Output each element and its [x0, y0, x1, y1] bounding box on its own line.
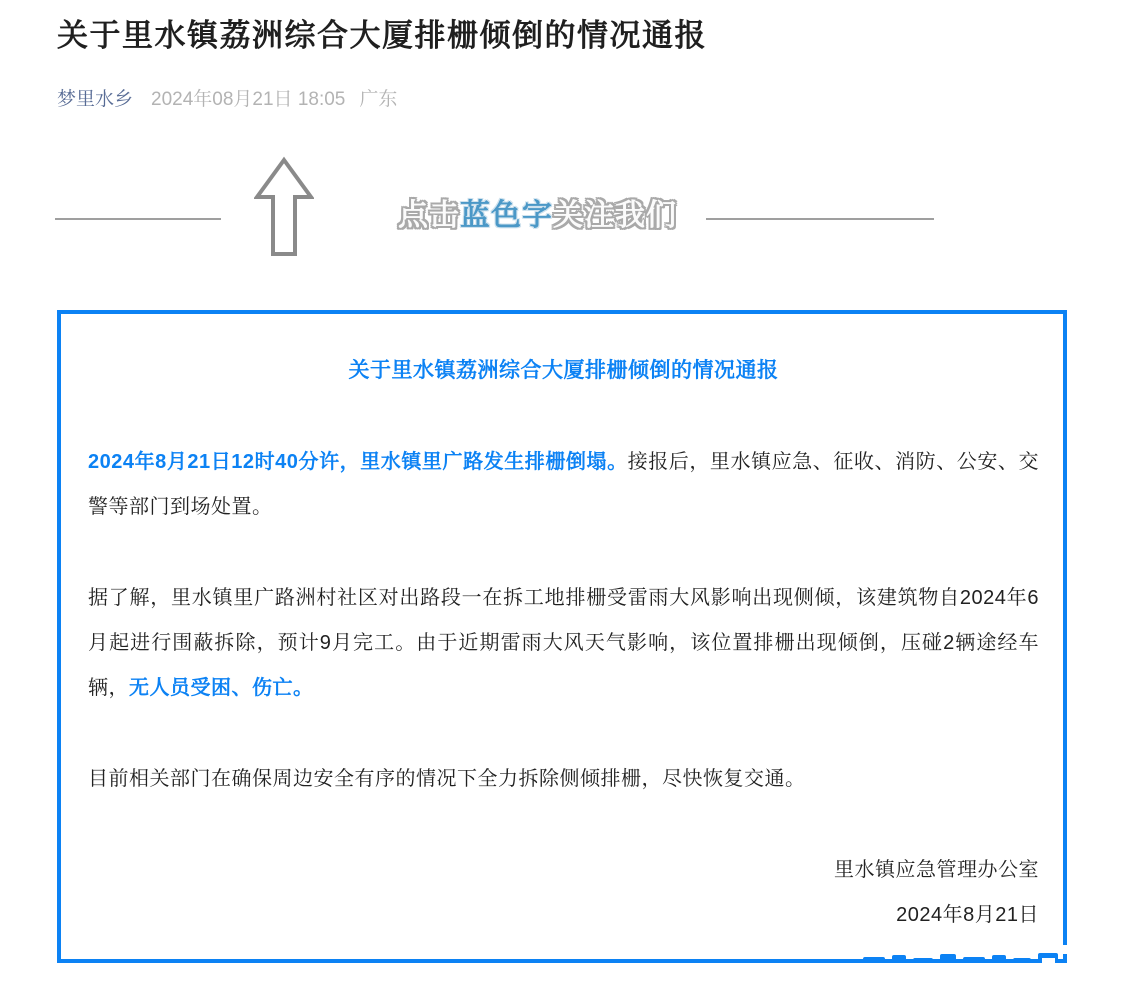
- notice-bold-lead: 2024年8月21日12时40分许，里水镇里广路发生排栅倒塌。: [88, 451, 628, 473]
- publish-location: 广东: [359, 89, 398, 110]
- signature-office: 里水镇应急管理办公室: [834, 859, 1039, 881]
- follow-banner[interactable]: [0, 150, 1132, 265]
- signature-block: [88, 848, 1039, 938]
- follow-text: [398, 190, 677, 234]
- notice-title: 关于里水镇荔洲综合大厦排栅倾倒的情况通报: [348, 359, 779, 382]
- byline: [57, 84, 397, 111]
- article-title: 关于里水镇荔洲综合大厦排栅倾倒的情况通报: [57, 18, 707, 53]
- notice-bold-casualties: 无人员受困、伤亡。: [129, 677, 314, 699]
- account-name-link[interactable]: 梦里水乡: [57, 89, 134, 110]
- publish-date: 2024年08月21日 18:05: [151, 89, 346, 110]
- divider-line-right: [706, 218, 934, 220]
- notice-paragraph-3: 目前相关部门在确保周边安全有序的情况下全力拆除侧倾排栅，尽快恢复交通。: [88, 768, 806, 790]
- follow-text-prefix: 点击: [398, 199, 460, 232]
- watermark-border-gap: [1042, 958, 1055, 964]
- notice-paragraph-1: [88, 440, 1039, 530]
- notice-box: [57, 310, 1067, 963]
- clipped-watermark: [863, 952, 1059, 963]
- follow-text-highlight: 蓝色字: [460, 199, 553, 232]
- signature-date: 2024年8月21日: [896, 904, 1039, 926]
- divider-line-left: [55, 218, 221, 220]
- up-arrow-icon: [254, 156, 314, 258]
- follow-text-suffix: 关注我们: [553, 199, 677, 232]
- watermark-border-notch: [1062, 945, 1068, 954]
- notice-paragraph-2-text: 据了解，里水镇里广路洲村社区对出路段一在拆工地排栅受雷雨大风影响出现侧倾，该建筑物自2024年6月起进行围蔽拆除，预计9月完工。由于近期雷雨大风天气影响，该位置排栅出现倾倒，压碰2辆途经车辆，: [88, 587, 1039, 699]
- notice-paragraph-2: [88, 576, 1039, 711]
- notice-paragraph-1-rest: 接报后，里水镇应急、征收、消防、公安、交警等部门到场处置。: [88, 451, 1039, 518]
